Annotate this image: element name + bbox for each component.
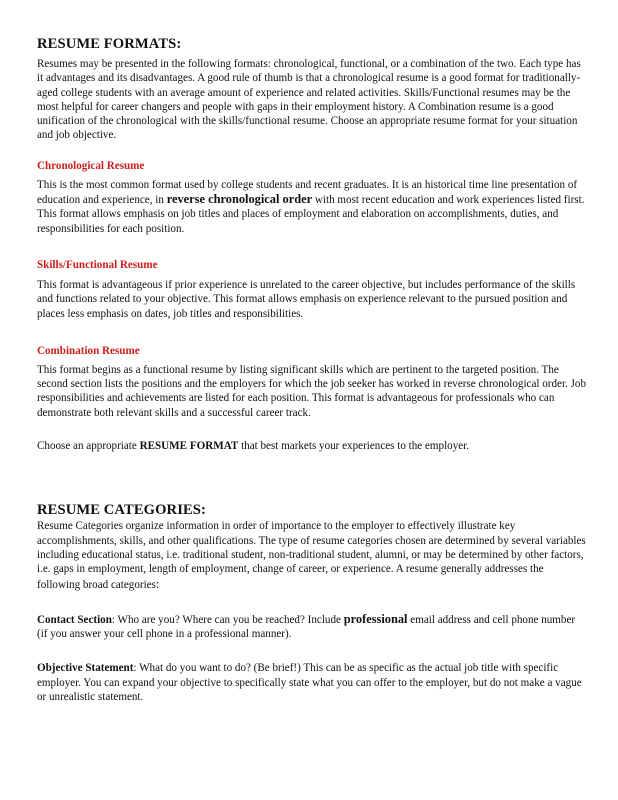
functional-paragraph: This format is advantageous if prior experience is unrelated to the career objective, but includes performance of the skills and functions related to your objective. This format allows emphasis on experience relevant to the pursued position and places less emphasis on dates, job titles and responsibilities. (37, 278, 576, 320)
combination-resume-title: Combination Resume (37, 344, 140, 357)
resume-format-emphasis: RESUME FORMAT (139, 440, 239, 453)
categories-intro-text: Resume Categories organize information in order of importance to the employer to effectively illustrate key accomplishments, skills, and other qualifications. The type of resume categories chosen are determined by several variables including educational status, i.e. traditional student, non-traditional student, alumni, or may be determined by other factors, i.e. gaps in employment, length of employment, change of career, or experience. A resume generally addresses the following broad categories (37, 520, 586, 591)
combination-paragraph: This format begins as a functional resume by listing significant skills which are pertinent to the targeted position. The second section lists the positions and the employers for which the job seeker has worked in reverse chronological order. Job responsibilities and achievements are listed for each position. This format is advantageous for professionals who can demonstrate both relevant skills and a successful career track. (37, 363, 586, 419)
resume-categories-heading: RESUME CATEGORIES: (37, 502, 206, 519)
categories-intro-paragraph (37, 519, 587, 591)
objective-text: : What do you want to do? (Be brief!) This can be as specific as the actual job title with specific employer. You can expand your objective to specifically state what you can offer to the employer, but do not make a vague or unrealistic statement. (37, 662, 582, 704)
objective-statement-label: Objective Statement (37, 662, 134, 675)
categories-intro-colon: : (155, 576, 160, 591)
reverse-chronological-emphasis: reverse chronological order (166, 192, 313, 207)
choose-format-paragraph (37, 439, 587, 453)
choose-text-before: Choose an appropriate (37, 440, 140, 453)
contact-text-before: : Who are you? Where can you be reached? Include (111, 613, 344, 626)
contact-text-after: email address and cell phone number (if you answer your cell phone in a professional manner). (37, 613, 576, 641)
contact-section-label: Contact Section (37, 613, 112, 626)
formats-intro-paragraph: Resumes may be presented in the following formats: chronological, functional, or a combination of the two. Each type has it advantages and its disadvantages. A good rule of thumb is that a chronological resume is a good format for traditionally-aged college students with an average amount of experience and related activities. Skills/Functional resumes may be the most helpful for career changers and people with gaps in their employment history. A Combination resume is a good unification of the chronological with the skills/functional resume. Choose an appropriate resume format for your situation and job objective. (37, 58, 581, 142)
objective-statement-paragraph (37, 661, 587, 704)
document-content (37, 36, 587, 704)
chronological-text-after: with most recent education and work experiences listed first. This format allows emphasis on job titles and places of employment and elaboration on accomplishments, duties, and responsibilities for each position. (37, 194, 585, 235)
choose-text-after: that best markets your experiences to the employer. (238, 440, 470, 453)
chronological-paragraph (37, 178, 587, 236)
resume-formats-heading: RESUME FORMATS: (37, 36, 182, 52)
chronological-text-before: This is the most common format used by college students and recent graduates. It is an historical time line presentation of education and experience, in (37, 178, 578, 207)
professional-emphasis: professional (343, 611, 408, 626)
chronological-resume-title: Chronological Resume (37, 159, 145, 172)
contact-section-paragraph (37, 612, 587, 642)
functional-resume-title: Skills/Functional Resume (37, 258, 158, 271)
